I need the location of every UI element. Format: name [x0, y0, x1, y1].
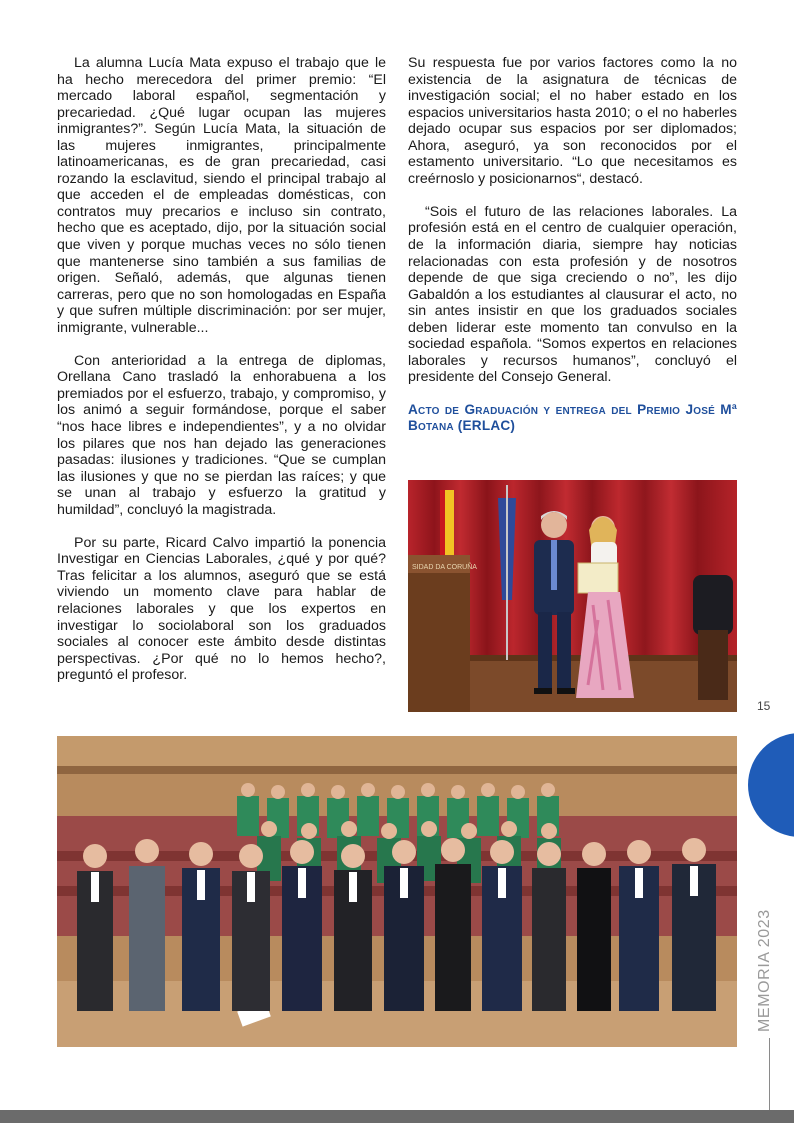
paragraph: La alumna Lucía Mata expuso el trabajo que le ha hecho merecedora del primer premio: “El mercado laboral español, segmentación y precariedad. ¿Qué lugar ocupan las mujeres inmigrantes?”. Según Lucía Mata, la situación de las mujeres inmigrantes, principalmente latinoamericanas, es de gran precariedad, casi rozando la esclavitud, siendo el principal trabajo al que acceden el de empleadas domésticas, con contratos muy precarios e incluso sin contrato, hecho que es aceptado, dijo, por la situación social que viven y porque muchas veces no sólo tienen que mantenerse sino también a sus familias de origen. Señaló, además, que algunas tienen carreras, pero que no son homologadas en España y que sufren múltiple discriminación: por ser mujer, inmigrante, vulnerable...: [57, 55, 386, 336]
article-column-right: [408, 55, 737, 441]
paragraph: Con anterioridad a la entrega de diplomas, Orellana Cano trasladó la enhorabuena a los premiados por el esfuerzo, trabajo, y compromiso, y los animó a seguir formándose, porque el saber “nos hace libres e independientes”, y a no olvidar los pilares que nos han dejado las generaciones pasadas: ilusiones y tradiciones. “Que se cumplan las ilusiones y que no se pierdan las raíces; y que se unan al trabajo y esfuerzo la gratitud y humildad”, concluyó la magistrada.: [57, 352, 386, 518]
photo-caption: Acto de Graduación y entrega del Premio José Mª Botana (ERLAC): [408, 402, 737, 434]
award-photo: [408, 480, 737, 712]
blue-page-tab: [748, 733, 794, 837]
paragraph: Por su parte, Ricard Calvo impartió la ponencia Investigar en Ciencias Laborales, ¿qué y por qué? Tras felicitar a los alumnos, aseguró que se está viviendo un momento clave para hablar de relaciones laborales y que los expertos en investigar lo sociolaboral son los graduados sociales al conocer este ámbito desde distintas perspectivas. ¿Por qué no lo hemos hecho?, preguntó el profesor.: [57, 534, 386, 684]
paragraph: “Sois el futuro de las relaciones laborales. La profesión está en el centro de cualquier operación, de la información diaria, siempre hay noticias relacionadas con esta profesión y de nosotros depende de que siga creciendo o no”, les dijo Gabaldón a los estudiantes al clausurar el acto, no sin antes insistir en que los graduados sociales deben liderar este momento tan convulso en la sociedad española. “Somos expertos en relaciones laborales y recursos humanos”, concluyó el presidente del Consejo General.: [408, 203, 737, 386]
page-number: 15: [757, 699, 771, 713]
side-label: MEMORIA 2023: [756, 909, 773, 1032]
podium-text: SIDAD DA CORUÑA: [412, 564, 477, 571]
footer-bar: [0, 1110, 794, 1123]
group-photo: [57, 736, 737, 1047]
paragraph: Su respuesta fue por varios factores como la no existencia de la asignatura de técnicas de investigación social; el no haber estado en los espacios universitarios hasta 2010; o el no haberles dejado ocupar sus espacios por ser diplomados; Ahora, aseguró, ya son reconocidos por el estamento universitario. “Lo que necesitamos es creérnoslo y posicionarnos“, destacó.: [408, 55, 737, 187]
side-divider: [769, 1038, 770, 1110]
article-column-left: [57, 55, 386, 700]
